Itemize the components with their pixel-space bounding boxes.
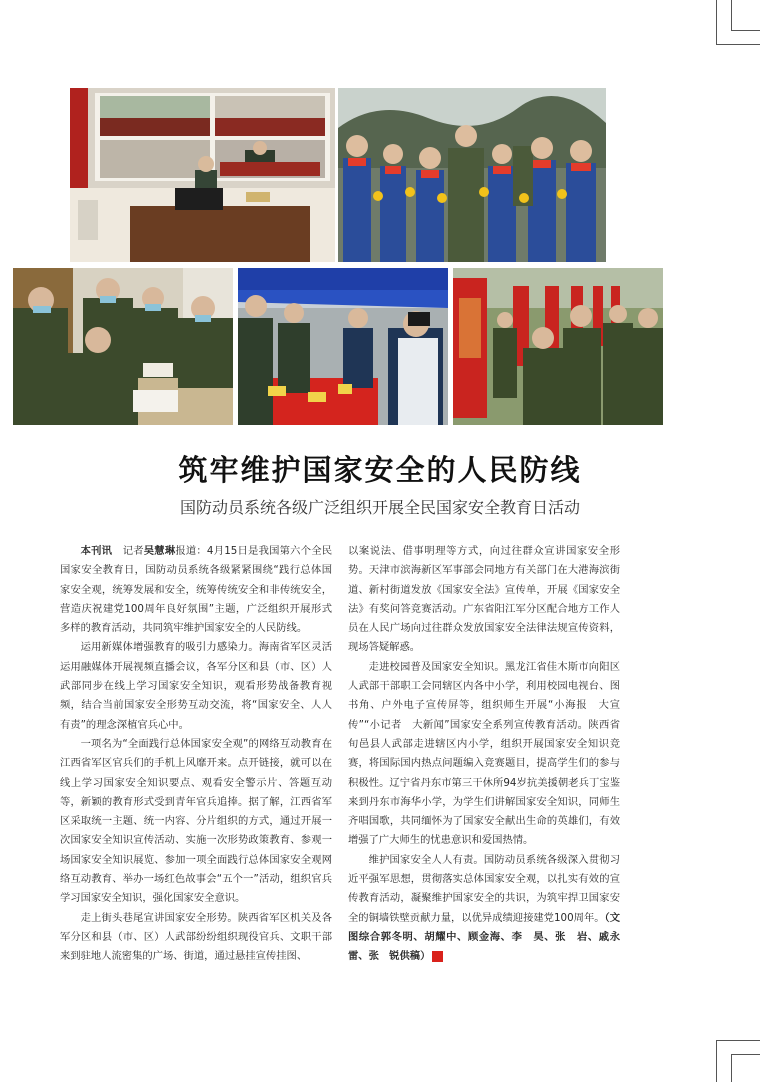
- paragraph-street-publicity: 走上街头巷尾宣讲国家安全形势。陕西省军区机关及各军分区和县（市、区）人武部纷纷组织现役官兵、文职干部来到驻地人流密集的广场、街道，通过悬挂宣传挂图、: [60, 911, 332, 963]
- reporter-prefix: 记者: [122, 545, 144, 557]
- reporter-name: 吴慧琳: [143, 545, 176, 557]
- lead-tag: 本刊讯: [80, 545, 113, 557]
- photo-students-veterans: [338, 88, 606, 262]
- end-mark-icon: G: [432, 951, 443, 962]
- photo-soldiers-study: [13, 268, 233, 425]
- paragraph-online-education: 一项名为“全面践行总体国家安全观”的网络互动教育在江西省军区官兵们的手机上风靡开来。点开链接，就可以在线上学习国家安全知识要点、观看安全警示片、答题互动等，新颖的教育形式受到青年官兵追捧。据了解，江西省军区采取统一主题、统一内容、分片组织的方式，通过开展一次国家安全知识宣传活动、实施一次形势政策教育、参观一场国家安全知识展览、参加一项全面践行总体国家安全观网络互动教育、举办一场红色故事会“五个一”活动，组织官兵学习国家安全知识，强化国家安全意识。: [60, 737, 332, 905]
- article-title: 筑牢维护国家安全的人民防线: [178, 453, 582, 487]
- paragraph-street-publicity-continued: 以案说法、借事明理等方式，向过往群众宣讲国家安全形势。天津市滨海新区军事部会同地方有关部门在大港海滨街道、新村街道发放《国家安全法》宣传单，开展《国家安全法》有奖问答竞赛活动。广东省阳江军分区配合地方工作人员在人民广场向过往群众发放国家安全法律法规宣传资料，现场答疑解惑。: [348, 545, 620, 654]
- photo-exhibition: [453, 268, 663, 425]
- article-subtitle: 国防动员系统各级广泛组织开展全民国家安全教育日活动: [179, 498, 580, 517]
- paragraph-new-media: 运用新媒体增强教育的吸引力感染力。海南省军区灵活运用融媒体开展视频直播会议，各军分区和县（市、区）人武部同步在线上学习国家安全知识，观看形势战备教育视频，结合当前国家安全形势互动交流，将“国家安全、人人有责”的理念深植官兵心中。: [60, 641, 332, 731]
- photo-credit: （文图综合郭冬明、胡耀中、顾金海、李 昊、张 岩、戚永雷、张 锐供稿）: [348, 911, 620, 963]
- crop-mark-top-right-h: [716, 44, 760, 45]
- crop-mark-top-right-h2: [731, 30, 760, 31]
- paragraph-conclusion: [348, 851, 620, 967]
- crop-mark-bottom-right-v: [716, 1040, 717, 1082]
- photo-video-conference: [70, 88, 335, 262]
- article-column-left: [60, 542, 332, 967]
- lead-body: 报道：4月15日是我国第六个全民国家安全教育日，国防动员系统各级紧紧围绕“践行总体国家安全观，统筹发展和安全，统筹传统安全和非传统安全，营造庆祝建党100周年良好氛围”主题，广泛组织开展形式多样的教育活动，共同筑牢维护国家安全的人民防线。: [60, 545, 333, 635]
- crop-mark-bottom-right-h2: [731, 1054, 760, 1055]
- paragraph-campus: 走进校园普及国家安全知识。黑龙江省佳木斯市向阳区人武部干部职工会同辖区内各中小学，利用校园电视台、图书角、户外电子宣传屏等，组织师生开展“小海报 大宣传”“小记者 大新闻”国家安全系列宣传教育活动。陕西省旬邑县人武部走进辖区内小学，组织开展国家安全知识竞赛，将国际国内热点问题编入竞赛题目，提高学生们的参与积极性。辽宁省丹东市第三干休所94岁抗美援朝老兵丁宝鉴来到丹东市海华小学，为学生们讲解国家安全知识，同师生齐唱国歌，共同缅怀为了国家安全献出生命的英雄们，有效增强了广大师生的忧患意识和爱国热情。: [348, 660, 620, 847]
- lead-paragraph: [60, 542, 332, 638]
- conclusion-text: 维护国家安全人人有责。国防动员系统各级深入贯彻习近平强军思想，贯彻落实总体国家安全观，以扎实有效的宣传教育活动，凝聚维护国家安全的共识，为筑牢捍卫国家安全的铜墙铁壁贡献力量，以优异成绩迎接建党100周年。: [348, 853, 620, 924]
- crop-mark-bottom-right-h: [716, 1040, 760, 1041]
- crop-mark-top-right-v: [716, 0, 717, 44]
- crop-mark-bottom-right-v2: [731, 1054, 732, 1082]
- photo-street-publicity: [238, 268, 448, 425]
- article-column-right: [348, 542, 620, 967]
- crop-mark-top-right-v2: [731, 0, 732, 30]
